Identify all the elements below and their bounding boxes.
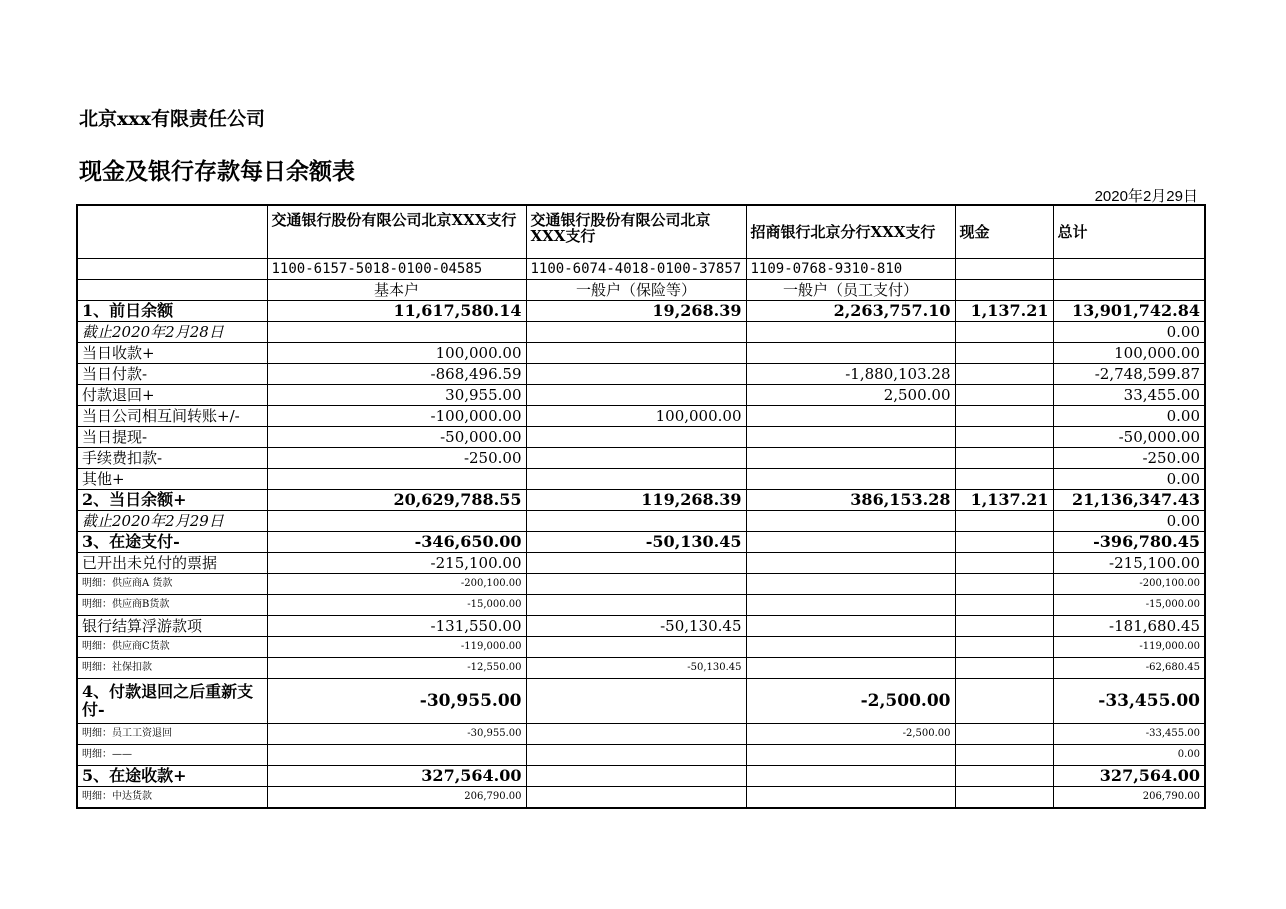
amount-cell xyxy=(526,679,746,724)
header-cash: 现金 xyxy=(955,205,1053,259)
table-row xyxy=(77,385,1205,406)
amount-cell: 327,564.00 xyxy=(267,766,526,787)
table-row xyxy=(77,787,1205,809)
amount-cell: -100,000.00 xyxy=(267,406,526,427)
row-label: 5、在途收款+ xyxy=(77,766,267,787)
table-row xyxy=(77,511,1205,532)
amount-cell xyxy=(746,766,955,787)
account-corner xyxy=(77,259,267,280)
account-type-row xyxy=(77,280,1205,301)
row-label: 当日付款- xyxy=(77,364,267,385)
amount-cell xyxy=(955,616,1053,637)
row-label: 银行结算浮游款项 xyxy=(77,616,267,637)
amount-cell: 100,000.00 xyxy=(267,343,526,364)
amount-cell: 20,629,788.55 xyxy=(267,490,526,511)
amount-cell xyxy=(955,553,1053,574)
amount-cell xyxy=(955,343,1053,364)
row-label: 付款退回+ xyxy=(77,385,267,406)
amount-cell: -119,000.00 xyxy=(1053,637,1205,658)
amount-cell xyxy=(746,322,955,343)
amount-cell: -15,000.00 xyxy=(267,595,526,616)
amount-cell xyxy=(955,511,1053,532)
table-row xyxy=(77,724,1205,745)
amount-cell: -50,130.45 xyxy=(526,658,746,679)
amount-cell: -215,100.00 xyxy=(1053,553,1205,574)
table-row xyxy=(77,532,1205,553)
amount-cell: -30,955.00 xyxy=(267,679,526,724)
amount-cell: -200,100.00 xyxy=(267,574,526,595)
amount-cell: -119,000.00 xyxy=(267,637,526,658)
table-row xyxy=(77,637,1205,658)
amount-cell xyxy=(526,574,746,595)
amount-cell: -33,455.00 xyxy=(1053,679,1205,724)
amount-cell: 327,564.00 xyxy=(1053,766,1205,787)
amount-cell: -1,880,103.28 xyxy=(746,364,955,385)
amount-cell: 19,268.39 xyxy=(526,301,746,322)
type-corner xyxy=(77,280,267,301)
amount-cell xyxy=(267,745,526,766)
amount-cell: -250.00 xyxy=(1053,448,1205,469)
row-label: 2、当日余额+ xyxy=(77,490,267,511)
amount-cell xyxy=(526,787,746,809)
type-empty xyxy=(1053,280,1205,301)
amount-cell xyxy=(955,322,1053,343)
amount-cell xyxy=(526,343,746,364)
amount-cell: 206,790.00 xyxy=(1053,787,1205,809)
amount-cell xyxy=(526,364,746,385)
amount-cell xyxy=(267,469,526,490)
amount-cell xyxy=(746,427,955,448)
amount-cell xyxy=(746,532,955,553)
table-row xyxy=(77,343,1205,364)
row-label: 截止2020年2月28日 xyxy=(77,322,267,343)
table-row xyxy=(77,448,1205,469)
amount-cell xyxy=(955,679,1053,724)
amount-cell: -2,500.00 xyxy=(746,724,955,745)
row-label: 1、前日余额 xyxy=(77,301,267,322)
table-row xyxy=(77,364,1205,385)
amount-cell xyxy=(746,511,955,532)
account-number-row xyxy=(77,259,1205,280)
amount-cell xyxy=(526,595,746,616)
amount-cell: -2,748,599.87 xyxy=(1053,364,1205,385)
account-number: 1109-0768-9310-810 xyxy=(746,259,955,280)
amount-cell: 0.00 xyxy=(1053,322,1205,343)
table-row xyxy=(77,766,1205,787)
amount-cell xyxy=(955,637,1053,658)
amount-cell: -396,780.45 xyxy=(1053,532,1205,553)
table-row xyxy=(77,406,1205,427)
amount-cell xyxy=(955,385,1053,406)
amount-cell xyxy=(526,322,746,343)
amount-cell: -62,680.45 xyxy=(1053,658,1205,679)
amount-cell: 0.00 xyxy=(1053,745,1205,766)
amount-cell xyxy=(955,766,1053,787)
amount-cell xyxy=(746,616,955,637)
amount-cell xyxy=(955,574,1053,595)
table-row xyxy=(77,679,1205,724)
amount-cell: -50,130.45 xyxy=(526,616,746,637)
amount-cell xyxy=(526,448,746,469)
amount-cell xyxy=(955,658,1053,679)
header-bank-2: 交通银行股份有限公司北京XXX支行 xyxy=(526,205,746,259)
amount-cell: -181,680.45 xyxy=(1053,616,1205,637)
amount-cell xyxy=(746,745,955,766)
account-type: 一般户（员工支付） xyxy=(746,280,955,301)
header-total: 总计 xyxy=(1053,205,1205,259)
amount-cell: 1,137.21 xyxy=(955,490,1053,511)
row-label: 明细：供应商B货款 xyxy=(77,595,267,616)
amount-cell xyxy=(955,745,1053,766)
account-number: 1100-6157-5018-0100-04585 xyxy=(267,259,526,280)
amount-cell xyxy=(746,787,955,809)
row-label: 明细：社保扣款 xyxy=(77,658,267,679)
account-type: 基本户 xyxy=(267,280,526,301)
amount-cell: -33,455.00 xyxy=(1053,724,1205,745)
row-label: 3、在途支付- xyxy=(77,532,267,553)
table-row xyxy=(77,745,1205,766)
row-label: 当日收款+ xyxy=(77,343,267,364)
amount-cell xyxy=(955,724,1053,745)
amount-cell: 13,901,742.84 xyxy=(1053,301,1205,322)
amount-cell xyxy=(955,469,1053,490)
amount-cell xyxy=(746,574,955,595)
account-empty xyxy=(955,259,1053,280)
amount-cell xyxy=(526,766,746,787)
row-label: 截止2020年2月29日 xyxy=(77,511,267,532)
amount-cell xyxy=(526,469,746,490)
amount-cell: 0.00 xyxy=(1053,469,1205,490)
amount-cell xyxy=(746,406,955,427)
type-empty xyxy=(955,280,1053,301)
amount-cell xyxy=(955,595,1053,616)
amount-cell xyxy=(746,448,955,469)
amount-cell: -50,130.45 xyxy=(526,532,746,553)
company-name: 北京xxx有限责任公司 xyxy=(79,108,265,130)
amount-cell: 2,500.00 xyxy=(746,385,955,406)
amount-cell xyxy=(955,364,1053,385)
amount-cell: -215,100.00 xyxy=(267,553,526,574)
amount-cell: 33,455.00 xyxy=(1053,385,1205,406)
account-empty xyxy=(1053,259,1205,280)
table-row xyxy=(77,595,1205,616)
amount-cell: 100,000.00 xyxy=(526,406,746,427)
row-label: 明细：供应商A 货款 xyxy=(77,574,267,595)
report-title: 现金及银行存款每日余额表 xyxy=(79,158,355,185)
amount-cell: -200,100.00 xyxy=(1053,574,1205,595)
amount-cell: 11,617,580.14 xyxy=(267,301,526,322)
amount-cell: 100,000.00 xyxy=(1053,343,1205,364)
table-row xyxy=(77,658,1205,679)
amount-cell: 1,137.21 xyxy=(955,301,1053,322)
amount-cell: -50,000.00 xyxy=(267,427,526,448)
amount-cell xyxy=(955,448,1053,469)
amount-cell: 0.00 xyxy=(1053,406,1205,427)
row-label: 明细：中达货款 xyxy=(77,787,267,809)
table-row xyxy=(77,469,1205,490)
table-row xyxy=(77,616,1205,637)
amount-cell xyxy=(526,427,746,448)
row-label: 明细：—— xyxy=(77,745,267,766)
amount-cell xyxy=(955,787,1053,809)
report-date: 2020年2月29日 xyxy=(1094,188,1198,205)
amount-cell: 119,268.39 xyxy=(526,490,746,511)
row-label: 已开出未兑付的票据 xyxy=(77,553,267,574)
header-row xyxy=(77,205,1205,259)
header-corner xyxy=(77,205,267,259)
account-type: 一般户（保险等） xyxy=(526,280,746,301)
amount-cell xyxy=(746,595,955,616)
table-row xyxy=(77,574,1205,595)
row-label: 手续费扣款- xyxy=(77,448,267,469)
amount-cell: 0.00 xyxy=(1053,511,1205,532)
row-label: 当日公司相互间转账+/- xyxy=(77,406,267,427)
balance-table xyxy=(76,204,1206,809)
amount-cell xyxy=(526,724,746,745)
amount-cell xyxy=(955,532,1053,553)
row-label: 其他+ xyxy=(77,469,267,490)
amount-cell xyxy=(746,637,955,658)
amount-cell xyxy=(526,553,746,574)
amount-cell xyxy=(267,511,526,532)
amount-cell: -15,000.00 xyxy=(1053,595,1205,616)
table-row xyxy=(77,553,1205,574)
row-label: 明细：供应商C货款 xyxy=(77,637,267,658)
amount-cell: -250.00 xyxy=(267,448,526,469)
row-label: 4、付款退回之后重新支付- xyxy=(77,679,267,724)
amount-cell xyxy=(955,427,1053,448)
table-row xyxy=(77,490,1205,511)
amount-cell: 30,955.00 xyxy=(267,385,526,406)
amount-cell xyxy=(267,322,526,343)
amount-cell: -50,000.00 xyxy=(1053,427,1205,448)
header-bank-1: 交通银行股份有限公司北京XXX支行 xyxy=(267,205,526,259)
amount-cell: -12,550.00 xyxy=(267,658,526,679)
amount-cell: 206,790.00 xyxy=(267,787,526,809)
amount-cell: -131,550.00 xyxy=(267,616,526,637)
amount-cell: -2,500.00 xyxy=(746,679,955,724)
table-row xyxy=(77,301,1205,322)
amount-cell xyxy=(746,658,955,679)
table-row xyxy=(77,427,1205,448)
amount-cell xyxy=(526,745,746,766)
amount-cell: -30,955.00 xyxy=(267,724,526,745)
amount-cell xyxy=(955,406,1053,427)
amount-cell: 386,153.28 xyxy=(746,490,955,511)
amount-cell: -868,496.59 xyxy=(267,364,526,385)
amount-cell xyxy=(746,469,955,490)
amount-cell xyxy=(526,637,746,658)
amount-cell: 21,136,347.43 xyxy=(1053,490,1205,511)
row-label: 当日提现- xyxy=(77,427,267,448)
account-number: 1100-6074-4018-0100-37857 xyxy=(526,259,746,280)
header-bank-3: 招商银行北京分行XXX支行 xyxy=(746,205,955,259)
amount-cell xyxy=(746,343,955,364)
amount-cell: -346,650.00 xyxy=(267,532,526,553)
amount-cell xyxy=(526,385,746,406)
amount-cell: 2,263,757.10 xyxy=(746,301,955,322)
row-label: 明细：员工工资退回 xyxy=(77,724,267,745)
amount-cell xyxy=(746,553,955,574)
table-row xyxy=(77,322,1205,343)
amount-cell xyxy=(526,511,746,532)
